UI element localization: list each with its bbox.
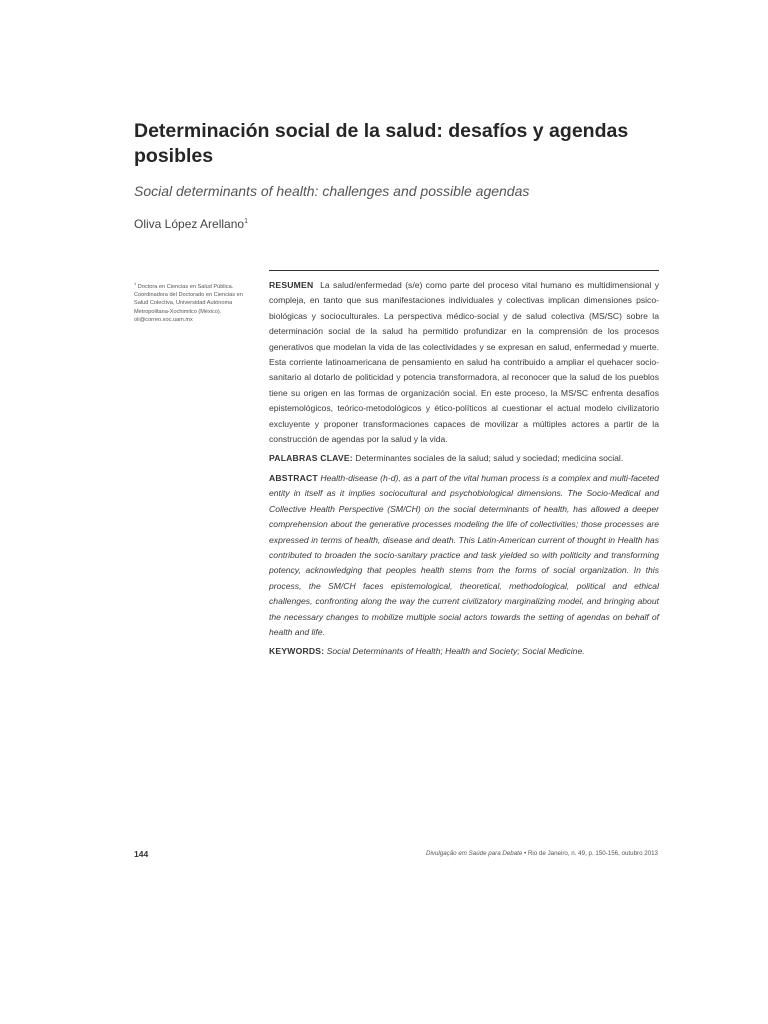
keywords-label: KEYWORDS: bbox=[269, 646, 325, 657]
author-affiliation bbox=[134, 280, 256, 324]
article-title: Determinación social de la salud: desafíos y agendas posibles bbox=[134, 120, 629, 167]
author-line bbox=[134, 217, 248, 231]
journal-citation bbox=[426, 850, 658, 857]
abstract-column bbox=[269, 278, 659, 664]
citation-details: Rio de Janeiro, n. 49, p. 150-156, outubro 2013 bbox=[527, 850, 658, 857]
abstract-label: ABSTRACT bbox=[269, 472, 318, 483]
abstract-paragraph bbox=[269, 471, 659, 640]
section-rule bbox=[269, 270, 659, 271]
author-footnote-mark: 1 bbox=[244, 218, 248, 225]
author-name: Oliva López Arellano bbox=[134, 217, 245, 231]
palabras-clave-label: PALABRAS CLAVE: bbox=[269, 453, 353, 464]
resumen-text: La salud/enfermedad (s/e) como parte del proceso vital humano es multidimensional y compleja, en tanto que sus manifestaciones individuales y colectivas implican dimensiones psico-biológicas y socioculturales. La perspectiva médico-social y de salud colectiva (MS/SC) sobre la determinación social de la salud ha permitido profundizar en la comprensión de los procesos generativos que modelan la vida de las colectividades y se expresan en salud, enfermedad y muerte. Esta corriente latinoamericana de pensamiento en salud ha contribuido a ampliar el quehacer socio-sanitario al dotarlo de politicidad y potencia transformadora, al reconocer que la salud de los pueblos tiene su origen en las formas de organización social. En este proceso, la MS/SC enfrenta desafíos epistemológicos, teórico-metodológicos y ético-políticos al cuestionar el actual modelo civilizatorio excluyente y proponer transformaciones capaces de movilizar a múltiples actores a partir de la construcción de agendas por la salud y la vida. bbox=[269, 280, 659, 445]
palabras-clave-paragraph bbox=[269, 451, 659, 466]
resumen-paragraph bbox=[269, 278, 659, 447]
palabras-clave-text: Determinantes sociales de la salud; salud y sociedad; medicina social. bbox=[355, 453, 624, 464]
affiliation-mark: 1 bbox=[134, 281, 137, 286]
affiliation-text: Doctora en Ciencias en Salud Pública. Coordinadora del Doctorado en Ciencias en Salud Colectiva, Universidad Autónoma Metropolitana-Xochimilco (México). oli@correo.xoc.uam.mx bbox=[134, 283, 243, 324]
keywords-paragraph bbox=[269, 644, 659, 659]
abstract-text: Health-disease (h-d), as a part of the vital human process is a complex and multi-faceted entity in itself as it implies sociocultural and psychobiological dimensions. The Socio-Medical and Collective Health Perspective (SM/CH) on the social determinants of health, has allowed a deeper comprehension about the generative processes modeling the life of collectivities; those processes are expressed in terms of health, disease and death. This Latin-American current of thought in Health has contributed to broaden the socio-sanitary practice and task yielded so with politicity and transforming potency, acknowledging that peoples health stems from the forms of social organization. In this process, the SM/CH faces epistemological, theoretical, methodological, political and ethical challenges, confronting along the way the current civilizatory marginalizing model, and bringing about the necessary changes to mobilize multiple social actors towards the setting of agendas on behalf of health and life. bbox=[269, 472, 660, 637]
resumen-label: RESUMEN bbox=[269, 280, 314, 290]
article-subtitle: Social determinants of health: challenges and possible agendas bbox=[134, 183, 530, 199]
citation-bullet: • bbox=[524, 850, 527, 857]
keywords-text: Social Determinants of Health; Health and Society; Social Medicine. bbox=[326, 646, 585, 657]
journal-name: Divulgação em Saúde para Debate bbox=[426, 850, 523, 857]
page-number: 144 bbox=[134, 849, 149, 859]
